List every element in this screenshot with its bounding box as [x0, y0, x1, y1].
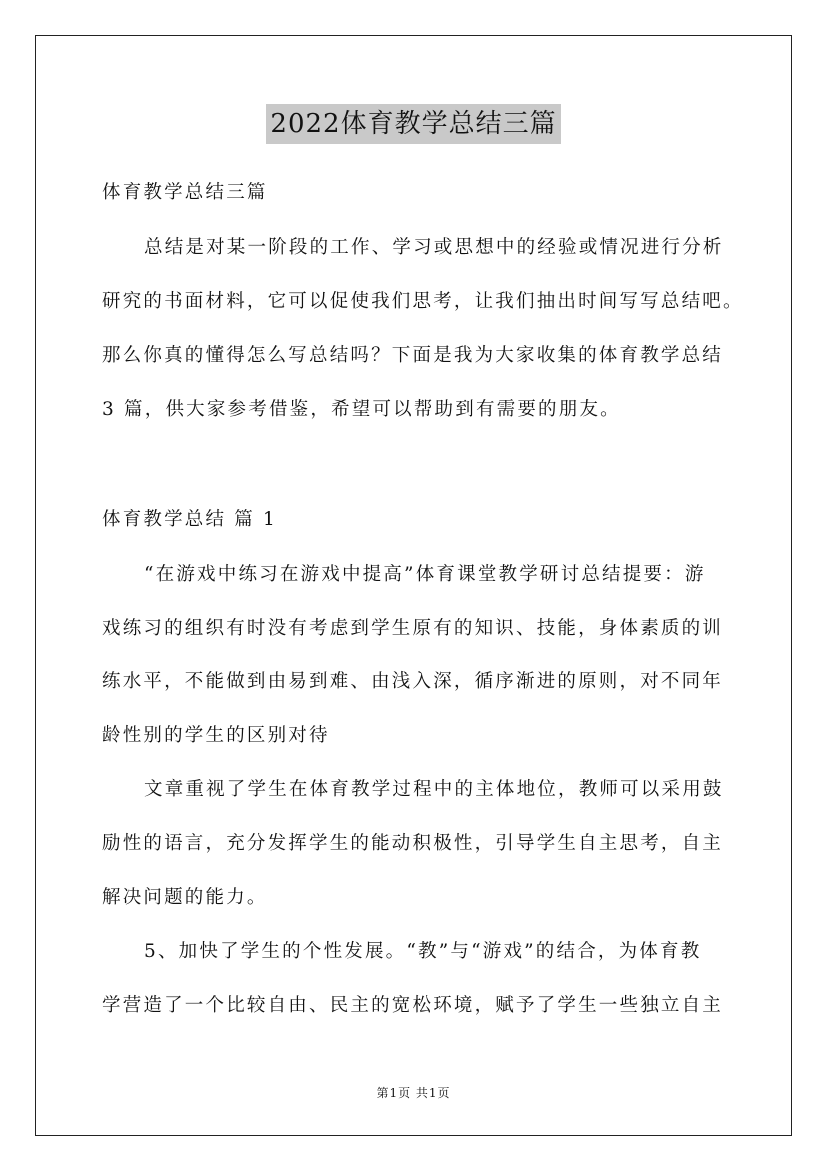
- para1-line-2: 戏练习的组织有时没有考虑到学生原有的知识、技能，身体素质的训: [102, 618, 724, 639]
- document-title: 2022体育教学总结三篇: [266, 104, 560, 144]
- intro-line-1: 总结是对某一阶段的工作、学习或思想中的经验或情况进行分析: [144, 237, 724, 258]
- para2-line-3: 解决问题的能力。: [102, 887, 268, 908]
- intro-line-4: 3 篇，供大家参考借鉴，希望可以帮助到有需要的朋友。: [102, 399, 621, 420]
- intro-line-2: 研究的书面材料，它可以促使我们思考，让我们抽出时间写写总结吧。: [102, 291, 744, 312]
- intro-line-3: 那么你真的懂得怎么写总结吗？下面是我为大家收集的体育教学总结: [102, 345, 724, 366]
- para1-line-3: 练水平，不能做到由易到难、由浅入深，循序渐进的原则，对不同年: [102, 671, 724, 692]
- para1-line-4: 龄性别的学生的区别对待: [102, 725, 330, 746]
- para3-line-1: 5、加快了学生的个性发展。“教”与“游戏”的结合，为体育教: [144, 941, 702, 962]
- title-container: [0, 104, 827, 144]
- para2-line-2: 励性的语言，充分发挥学生的能动积极性，引导学生自主思考，自主: [102, 833, 724, 854]
- page-number: 第1页 共1页: [376, 1086, 451, 1100]
- para1-line-1: “在游戏中练习在游戏中提高”体育课堂教学研讨总结提要：游: [144, 564, 706, 585]
- subtitle: 体育教学总结三篇: [102, 182, 268, 203]
- para3-line-2: 学营造了一个比较自由、民主的宽松环境，赋予了学生一些独立自主: [102, 995, 724, 1016]
- section-heading: 体育教学总结 篇 1: [102, 509, 278, 530]
- para2-line-1: 文章重视了学生在体育教学过程中的主体地位，教师可以采用鼓: [144, 779, 724, 800]
